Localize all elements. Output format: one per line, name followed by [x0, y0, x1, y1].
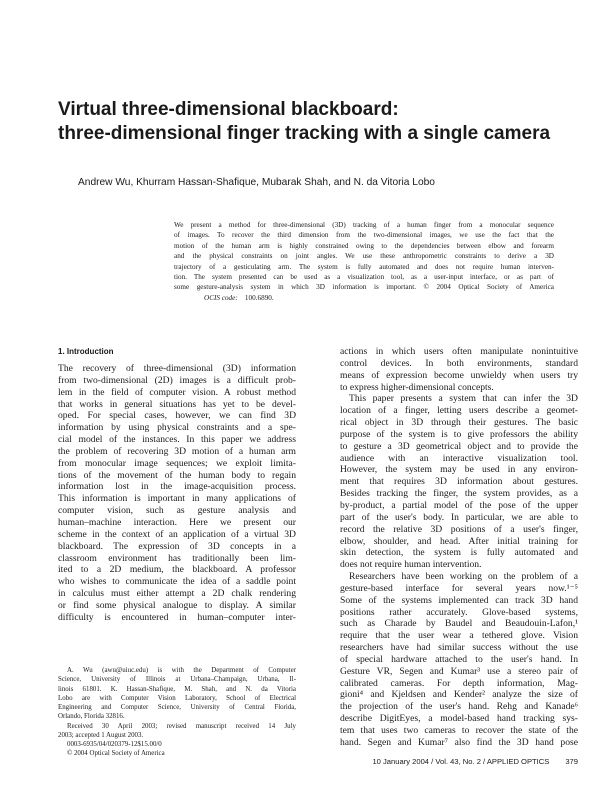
- body-line: part of the user's body. In particular, we are able to: [340, 511, 578, 523]
- body-line: from monocular image sequences; we exploit limita-: [58, 457, 296, 469]
- body-line: positions rather accurately. Glove-based systems,: [340, 606, 578, 618]
- body-line: such as Charade by Baudel and Beaudouin-Lafon,¹: [340, 618, 578, 630]
- body-line: hand. Segen and Kumar⁷ also find the 3D hand pose: [340, 736, 578, 748]
- body-line: purpose of the system is to give professors the ability: [340, 428, 578, 440]
- body-line: The recovery of three-dimensional (3D) information: [58, 363, 296, 374]
- body-line: calibrated cameras. For depth information, Mag-: [340, 677, 578, 689]
- body-line: who wishes to communicate the idea of a saddle point: [58, 576, 296, 588]
- body-line: by-product, a partial model of the pose of the upper: [340, 499, 578, 511]
- body-line: oped. For special cases, however, we can find 3D: [58, 410, 296, 422]
- abstract-line: some gesture-analysis system in which 3D information is important. © 2004 Optical Society of America: [174, 283, 554, 292]
- ocis-value: 100.6890.: [244, 293, 274, 302]
- body-line: or find some physical analogue to display. A similar: [58, 599, 296, 611]
- author-affiliation-footnote: [58, 666, 296, 759]
- body-line: from two-dimensional (2D) images is a difficult prob-: [58, 374, 296, 386]
- body-line: rical object in 3D through their gestures. The basic: [340, 417, 578, 429]
- body-line: of special hardware attached to the user's hand. In: [340, 653, 578, 665]
- body-line: require that the user wear a tethered glove. Vision: [340, 630, 578, 642]
- body-line: to express higher-dimensional concepts.: [340, 381, 494, 393]
- body-line: the projection of the user's hand. Rehg and Kanade⁶: [340, 701, 578, 713]
- abstract-line: trajectory of a gesticulating arm. The system is fully automated and does not require human interven-: [174, 262, 554, 271]
- abstract-line: tion. The system presented can be used as a visualization tool, as a user-input interface, or as part of: [174, 273, 554, 282]
- ocis-label: OCIS code:: [204, 293, 238, 302]
- body-line: classroom environment has traditionally been lim-: [58, 552, 296, 564]
- copyright-line: © 2004 Optical Society of America: [67, 750, 165, 758]
- body-line: ited to a 2D medium, the blackboard. A professor: [58, 564, 296, 576]
- journal-issue: 10 January 2004 / Vol. 43, No. 2 / APPLIED OPTICS: [372, 757, 550, 766]
- issn-code: 0003-6935/04/020379-12$15.00/0: [67, 741, 162, 748]
- abstract-line: We present a method for three-dimensional (3D) tracking of a human finger from a monocular sequence: [174, 221, 554, 229]
- body-line: gesture-based interface for several years now.¹⁻⁵: [340, 582, 578, 594]
- body-line: information lost in the image-acquisition process.: [58, 481, 296, 493]
- body-line: control devices. In both environments, standard: [340, 357, 578, 369]
- body-line: lem in the field of computer vision. A robust method: [58, 386, 296, 398]
- title-line-2: three-dimensional finger tracking with a single camera: [58, 123, 551, 144]
- paragraph-system: [340, 393, 578, 571]
- intro-paragraph: [58, 363, 296, 624]
- abstract-line: and the physical constraints on joint angles. We use these anthropometric constraints to derive a 3D: [174, 252, 554, 261]
- abstract: [174, 220, 554, 303]
- body-line: This paper presents a system that can infer the 3D: [349, 393, 578, 405]
- body-line: researchers have had similar success without the use: [340, 642, 578, 654]
- body-line: Some of the systems implemented can track 3D hand: [340, 594, 578, 606]
- body-line: This information is important in many applications of: [58, 493, 296, 505]
- footnote-line: linois 61801. K. Hassan-Shafique, M. Shah, and N. da Vitoria: [58, 685, 296, 693]
- body-line: cial model of the instances. In this paper we address: [58, 434, 296, 446]
- footnote-line: Science, University of Illinois at Urbana–Champaign, Urbana, Il-: [58, 676, 296, 684]
- author-list: Andrew Wu, Khurram Hassan-Shafique, Mubarak Shah, and N. da Vitoria Lobo: [78, 177, 435, 188]
- body-line: ment that requires 3D information about gestures.: [340, 476, 578, 488]
- body-line: human–machine interaction. Here we present our: [58, 516, 296, 528]
- body-line: does not require human intervention.: [340, 559, 482, 571]
- body-line: to gesture a 3D geometrical object and to provide the: [340, 440, 578, 452]
- body-line: gioni⁴ and Kjeldsen and Kender² analyze the size of: [340, 689, 578, 701]
- right-column: [340, 346, 578, 749]
- body-line: in calculus must either attempt a 2D chalk rendering: [58, 588, 296, 600]
- body-line: Gesture VR, Segen and Kumar³ use a stereo pair of: [340, 665, 578, 677]
- body-line: record the relative 3D positions of a user's finger,: [340, 523, 578, 535]
- body-line: elbow, shoulder, and head. After initial training for: [340, 535, 578, 547]
- body-line: the problem of recovering 3D motion of a human arm: [58, 445, 296, 457]
- body-line: However, the system may be used in any environ-: [340, 464, 578, 476]
- body-line: audience with an interactive visualization tool.: [340, 452, 578, 464]
- body-line: that works in general situations has yet to be devel-: [58, 398, 296, 410]
- body-line: blackboard. The expression of 3D concepts in a: [58, 540, 296, 552]
- footnote-line: Orlando, Florida 32816.: [58, 713, 125, 721]
- body-line: describe DigitEyes, a model-based hand tracking sys-: [340, 713, 578, 725]
- body-line: Researchers have been working on the problem of a: [349, 571, 578, 583]
- section-heading: 1. Introduction: [58, 347, 114, 356]
- received-dates: Received 30 April 2003; revised manuscript received 14 July: [67, 722, 296, 730]
- body-line: location of a finger, letting users describe a geomet-: [340, 405, 578, 417]
- left-column: [58, 346, 296, 624]
- abstract-line: motion of the human arm is highly constrained owing to the dependencies between elbow and forearm: [174, 241, 554, 250]
- body-line: tions of the movement of the human body to regain: [58, 469, 296, 481]
- footnote-line: A. Wu (awu@uiuc.edu) is with the Department of Computer: [67, 667, 296, 674]
- paragraph-continued: [340, 346, 578, 393]
- body-line: difficulty is encountered in human–computer inter-: [58, 611, 296, 623]
- abstract-line: of images. To recover the third dimension from the two-dimensional images, we use the fact that the: [174, 231, 554, 240]
- body-line: actions in which users often manipulate nonintuitive: [340, 346, 578, 357]
- running-footer: [300, 757, 578, 766]
- body-line: information by using physical constraints and a spe-: [58, 422, 296, 434]
- body-line: Besides tracking the finger, the system provides, as a: [340, 488, 578, 500]
- paragraph-related-work: [340, 571, 578, 749]
- article-title: [58, 98, 578, 146]
- body-line: computer vision, such as gesture analysis and: [58, 505, 296, 517]
- accepted-date: 2003; accepted 1 August 2003.: [58, 731, 144, 739]
- body-line: tem that uses two cameras to recover the state of the: [340, 725, 578, 736]
- ocis-code: [174, 293, 554, 303]
- body-line: scheme in the context of an application of a virtual 3D: [58, 528, 296, 540]
- title-line-1: Virtual three-dimensional blackboard:: [58, 99, 399, 120]
- footnote-line: Engineering and Computer Science, University of Central Florida,: [58, 704, 296, 711]
- body-line: means of expression become unwieldy when users try: [340, 369, 578, 381]
- body-line: skin detection, the system is fully automated and: [340, 547, 578, 559]
- footnote-line: Lobo are with Computer Vision Laboratory, School of Electrical: [58, 694, 296, 702]
- page-number: 379: [565, 757, 578, 766]
